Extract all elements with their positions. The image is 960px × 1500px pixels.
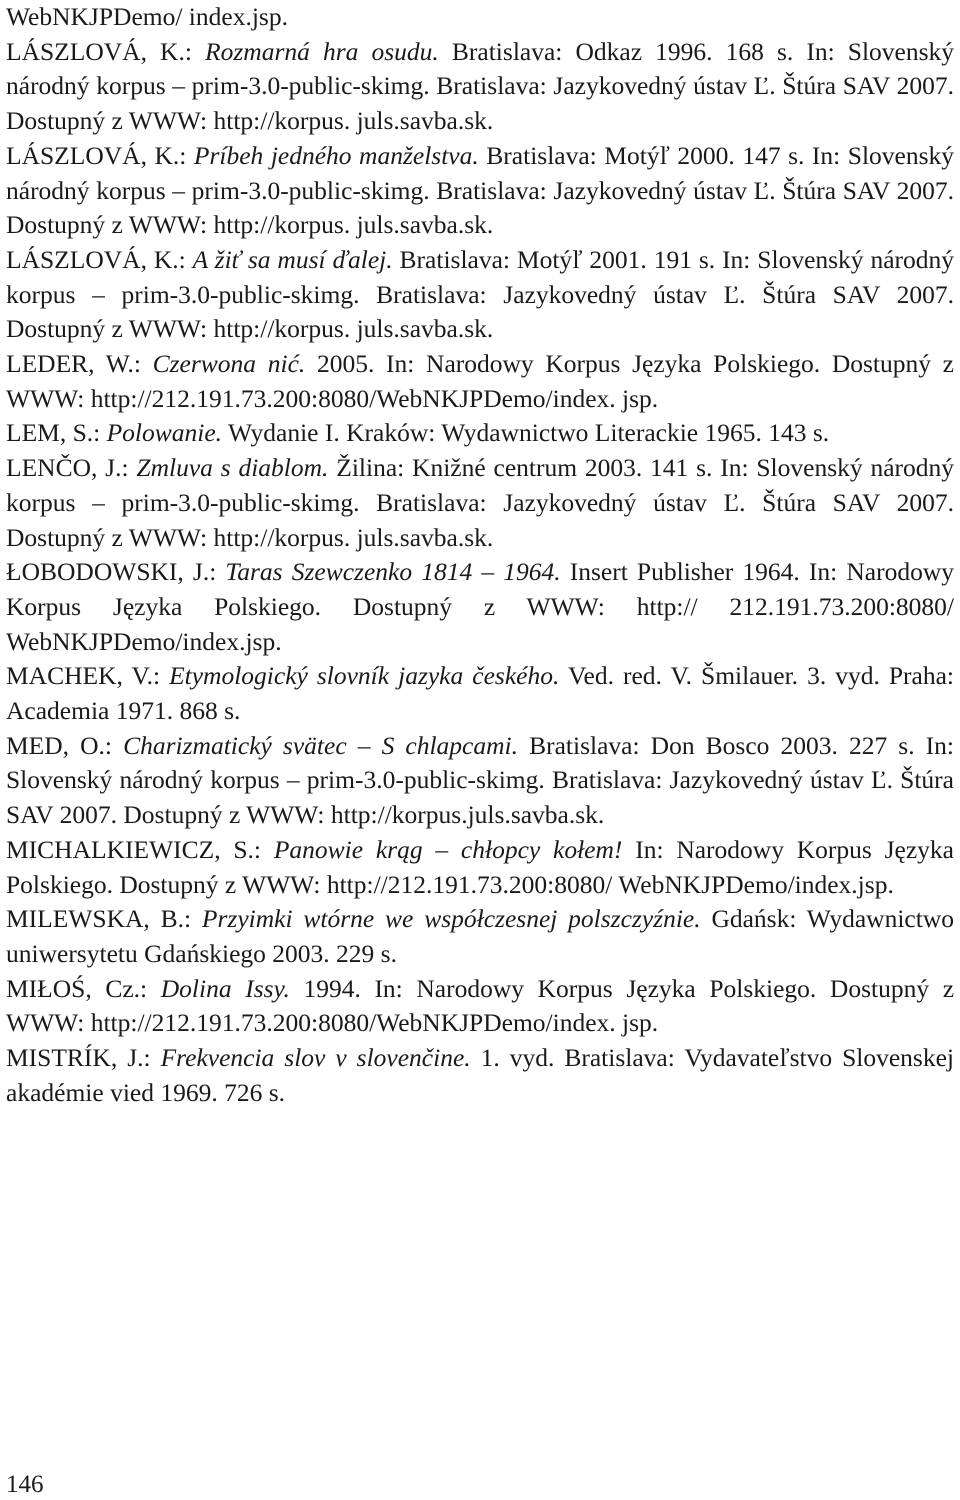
entry-author: LÁSZLOVÁ, K.:	[6, 36, 192, 66]
entry-title: A žiť sa musí ďalej.	[192, 244, 393, 274]
bibliography-entry	[6, 729, 954, 833]
entry-details: Žilina: Knižné centrum 2003. 141 s. In: Slovenský národný korpus – prim-3.0-public-skimg. Bratislava: Jazykovedný ústav Ľ. Štúra SAV 2007. Dostupný z WWW: http://korpus. juls.savba.sk.	[6, 453, 955, 552]
bibliography-entry	[6, 659, 954, 728]
entry-author: LÁSZLOVÁ, K.:	[6, 140, 187, 170]
entry-details: Wydanie I. Kraków: Wydawnictwo Literackie 1965. 143 s.	[227, 418, 830, 448]
entry-title: Panowie krąg – chłopcy kołem!	[273, 834, 623, 864]
bibliography-entry	[6, 139, 954, 243]
entry-author: MISTRÍK, J.:	[6, 1043, 151, 1073]
entry-details: Insert Publisher 1964. In: Narodowy Korpus Języka Polskiego. Dostupný z WWW: http:// 212.191.73.200:8080/ WebNKJPDemo/index.jsp.	[6, 557, 954, 656]
bibliography-entry	[6, 347, 954, 416]
entry-title: Zmluva s diablom.	[136, 453, 329, 483]
bibliography-entry	[6, 555, 954, 659]
entry-author: ŁOBODOWSKI, J.:	[6, 557, 217, 587]
entry-title: Taras Szewczenko 1814 – 1964.	[225, 557, 561, 587]
bibliography-entry	[6, 35, 954, 139]
entry-author: MED, O.:	[6, 730, 113, 760]
bibliography-entry	[6, 243, 954, 347]
entry-details: 2005. In: Narodowy Korpus Języka Polskiego. Dostupný z WWW: http://212.191.73.200:8080/WebNKJPDemo/index. jsp.	[6, 349, 955, 413]
entry-details: 1. vyd. Bratislava: Vydavateľstvo Slovenskej akadémie vied 1969. 726 s.	[6, 1043, 954, 1107]
entry-details: 1994. In: Narodowy Korpus Języka Polskiego. Dostupný z WWW: http://212.191.73.200:8080/WebNKJPDemo/index. jsp.	[6, 973, 955, 1038]
entry-title: Rozmarná hra osudu.	[205, 36, 439, 66]
entry-details: In: Narodowy Korpus Języka Polskiego. Dostupný z WWW: http://212.191.73.200:8080/ WebNKJPDemo/index.jsp.	[6, 834, 955, 899]
entry-author: MIŁOŚ, Cz.:	[6, 973, 148, 1003]
page-number: 146	[6, 1471, 44, 1498]
entry-details: Bratislava: Don Bosco 2003. 227 s. In: Slovenský národný korpus – prim-3.0-public-skimg. Bratislava: Jazykovedný ústav Ľ. Štúra SAV 2007. Dostupný z WWW: http://korpus.juls.savba.sk.	[6, 730, 955, 830]
bibliography-entry	[6, 451, 954, 555]
entry-title: Polowanie.	[106, 418, 223, 448]
entry-title: Etymologický slovník jazyka českého.	[169, 661, 560, 691]
bibliography-entry	[6, 902, 954, 971]
entry-title: Príbeh jedného manželstva.	[193, 140, 479, 170]
entry-details: Bratislava: Motýľ 2001. 191 s. In: Slovenský národný korpus – prim-3.0-public-skimg. Bratislava: Jazykovedný ústav Ľ. Štúra SAV 2007. Dostupný z WWW: http://korpus. juls.savba.sk.	[6, 244, 955, 344]
entry-author: MILEWSKA, B.:	[6, 904, 192, 934]
entry-author: LEM, S.:	[6, 418, 101, 448]
bibliography-page	[6, 0, 954, 1111]
entry-title: Przyimki wtórne we współczesnej polszczyźnie.	[201, 904, 701, 934]
entry-details: Bratislava: Motýľ 2000. 147 s. In: Slovenský národný korpus – prim-3.0-public-skimg. Bratislava: Jazykovedný ústav Ľ. Štúra SAV 2007. Dostupný z WWW: http://korpus. juls.savba.sk.	[6, 140, 955, 240]
entry-author: LEDER, W.:	[6, 349, 141, 379]
entry-author: LÁSZLOVÁ, K.:	[6, 244, 186, 274]
entry-author: LENČO, J.:	[6, 453, 129, 483]
entry-title: Frekvencia slov v slovenčine.	[160, 1043, 471, 1073]
entry-text: WebNKJPDemo/ index.jsp.	[6, 2, 288, 31]
entry-details: Ved. red. V. Šmilauer. 3. vyd. Praha: Academia 1971. 868 s.	[6, 661, 955, 726]
entry-title: Czerwona nić.	[152, 349, 306, 379]
entry-title: Charizmatický svätec – S chlapcami.	[123, 730, 518, 760]
bibliography-entry	[6, 1041, 954, 1110]
bibliography-entry	[6, 972, 954, 1041]
entry-title: Dolina Issy.	[160, 973, 290, 1003]
entry-details: Gdańsk: Wydawnictwo uniwersytetu Gdańskiego 2003. 229 s.	[6, 904, 954, 968]
entry-author: MACHEK, V.:	[6, 661, 161, 691]
bibliography-entry	[6, 833, 954, 902]
bibliography-entry	[6, 0, 954, 35]
bibliography-entry	[6, 416, 954, 451]
entry-author: MICHALKIEWICZ, S.:	[6, 834, 262, 864]
entry-details: Bratislava: Odkaz 1996. 168 s. In: Slovenský národný korpus – prim-3.0-public-skimg. Bratislava: Jazykovedný ústav Ľ. Štúra SAV 2007. Dostupný z WWW: http://korpus. juls.savba.sk.	[6, 36, 955, 136]
